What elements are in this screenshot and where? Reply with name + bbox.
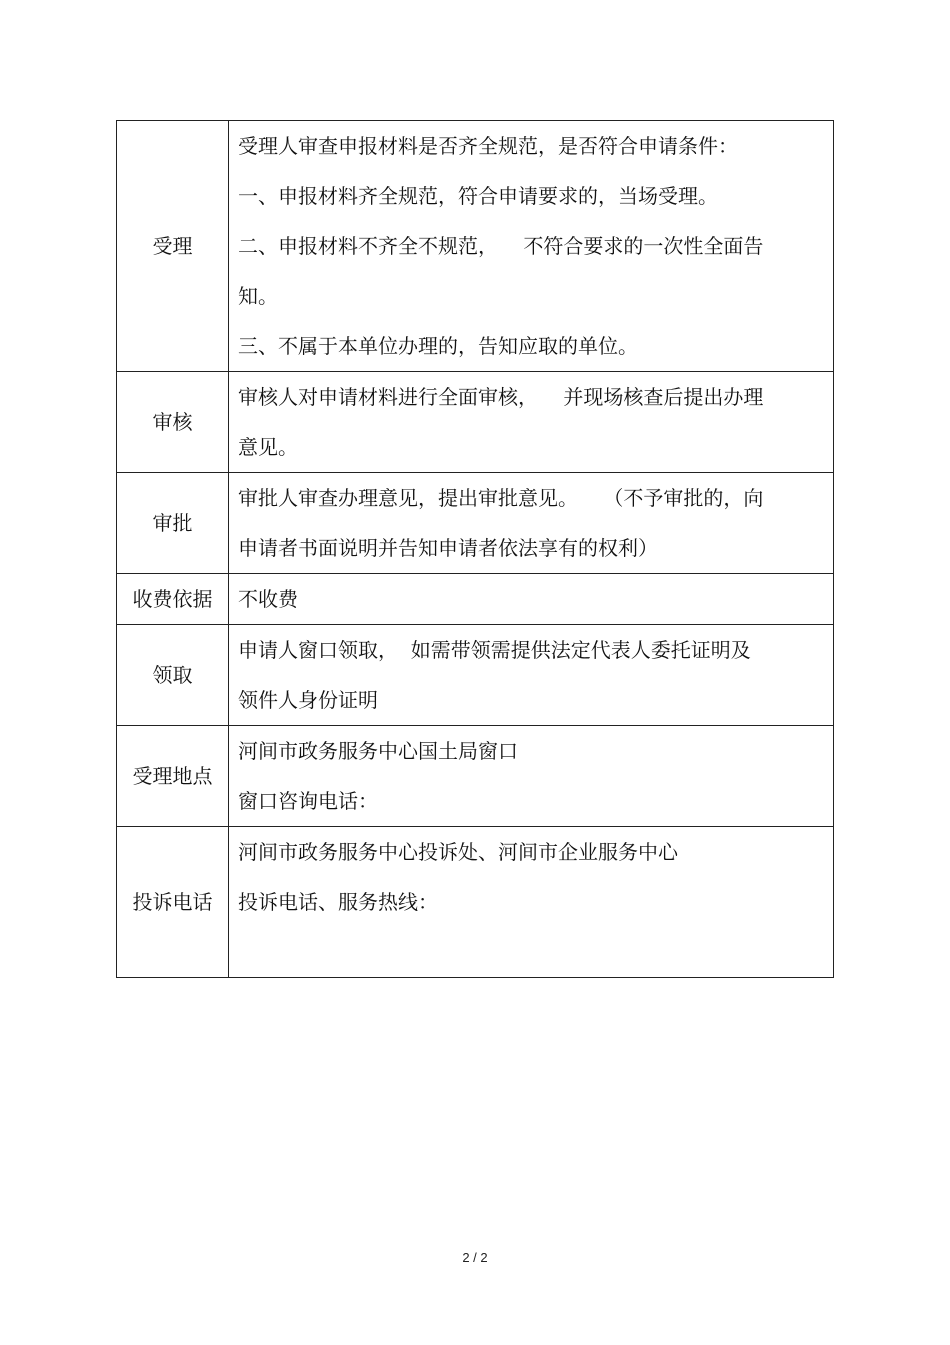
table-row: [117, 372, 834, 473]
content-line: 投诉电话、服务热线：: [238, 890, 438, 914]
page-number: 2 / 2: [462, 1250, 488, 1265]
table-row: [117, 121, 834, 372]
table-row: [117, 625, 834, 726]
content-line: 窗口咨询电话：: [238, 789, 378, 813]
row-label-location: 受理地点: [117, 726, 229, 827]
content-line: 领件人身份证明: [238, 688, 378, 712]
content-line: 不收费: [238, 587, 298, 611]
row-content-accept: [229, 121, 834, 372]
content-line: 三、不属于本单位办理的，告知应取的单位。: [238, 334, 638, 358]
content-line: 河间市政务服务中心国土局窗口: [238, 739, 518, 763]
row-content-fee-basis: [229, 574, 834, 625]
table-row: [117, 827, 834, 978]
content-line: 知。: [238, 284, 278, 308]
row-content-location: [229, 726, 834, 827]
row-label-complaint: 投诉电话: [117, 827, 229, 978]
content-line: 受理人审查申报材料是否齐全规范，是否符合申请条件：: [238, 134, 738, 158]
table-row: [117, 473, 834, 574]
content-line: 申请者书面说明并告知申请者依法享有的权利）: [238, 536, 658, 560]
content-line: 二、申报材料不齐全不规范， 不符合要求的一次性全面告: [238, 234, 764, 258]
service-info-table: [116, 120, 834, 978]
content-line: 一、申报材料齐全规范，符合申请要求的，当场受理。: [238, 184, 718, 208]
content-line: 申请人窗口领取， 如需带领需提供法定代表人委托证明及: [238, 638, 751, 662]
table-row: [117, 726, 834, 827]
blank-space: [238, 927, 821, 977]
row-content-collect: [229, 625, 834, 726]
content-line: 河间市政务服务中心投诉处、河间市企业服务中心: [238, 840, 678, 864]
row-label-approve: 审批: [117, 473, 229, 574]
table-row: [117, 574, 834, 625]
content-line: 审批人审查办理意见，提出审批意见。 （不予审批的，向: [238, 486, 764, 510]
row-label-review: 审核: [117, 372, 229, 473]
row-label-fee-basis: 收费依据: [117, 574, 229, 625]
row-label-collect: 领取: [117, 625, 229, 726]
row-content-approve: [229, 473, 834, 574]
row-label-accept: 受理: [117, 121, 229, 372]
row-content-complaint: [229, 827, 834, 978]
content-line: 意见。: [238, 435, 298, 459]
content-line: 审核人对申请材料进行全面审核， 并现场核查后提出办理: [238, 385, 764, 409]
row-content-review: [229, 372, 834, 473]
